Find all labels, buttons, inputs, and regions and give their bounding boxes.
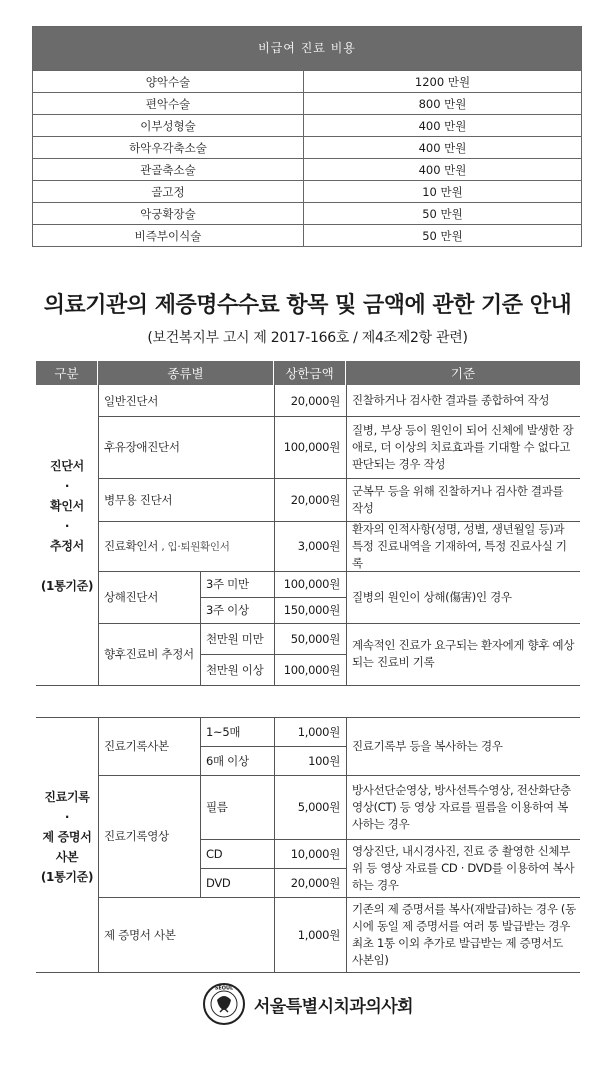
page-title: 의료기관의 제증명수수료 항목 및 금액에 관한 기준 안내 bbox=[43, 293, 572, 318]
fee-item-price: 100,000원 bbox=[283, 662, 340, 677]
fee-item-name: 상해진단서 bbox=[104, 590, 159, 604]
procedure-price: 1200 만원 bbox=[414, 74, 471, 89]
fee-item-price: 3,000원 bbox=[297, 539, 340, 553]
fee-item-subtype: 3주 이상 bbox=[206, 603, 249, 617]
table-row bbox=[33, 114, 581, 136]
procedure-name: 비즉부이식술 bbox=[33, 225, 304, 246]
group-label-record-copies: 진료기록 · 제 증명서 사본 (1통기준) bbox=[40, 790, 94, 884]
procedure-name: 악궁확장술 bbox=[33, 203, 304, 224]
fee-item-price: 100,000원 bbox=[283, 440, 340, 454]
fee-item-name: 후유장애진단서 bbox=[104, 440, 180, 454]
fee-item-price: 100원 bbox=[308, 753, 340, 768]
record-copy-fee-table bbox=[36, 717, 580, 972]
procedure-price: 50 만원 bbox=[422, 206, 463, 221]
svg-text:SEOUL: SEOUL bbox=[214, 985, 234, 992]
fee-item-price: 150,000원 bbox=[283, 603, 340, 617]
group-label-certificates: 진단서 · 확인서 · 추정서 (1통기준) bbox=[40, 459, 94, 593]
header-category: 구분 bbox=[36, 361, 98, 385]
fee-item-price: 20,000원 bbox=[290, 492, 340, 507]
procedure-price: 400 만원 bbox=[418, 162, 467, 177]
fee-item-subtype: CD bbox=[206, 846, 223, 861]
fee-item-criteria: 질병, 부상 등이 원인이 되어 신체에 발생한 장애로, 더 이상의 치료효과를 기대할 수 없다고 판단되는 경우 작성 bbox=[352, 422, 574, 471]
fee-item-name: 진료기록영상 bbox=[104, 829, 169, 843]
seoul-dental-association-logo-icon bbox=[202, 982, 246, 1026]
procedure-price: 400 만원 bbox=[418, 140, 467, 155]
procedure-name: 관골축소술 bbox=[33, 159, 304, 180]
fee-item-name: 진료기록사본 bbox=[104, 739, 169, 753]
fee-item-price: 50,000원 bbox=[290, 631, 340, 646]
fee-item-subtype: DVD bbox=[206, 875, 231, 890]
fee-item-price: 20,000원 bbox=[290, 875, 340, 890]
header-type: 종류별 bbox=[98, 361, 274, 385]
fee-item-price: 5,000원 bbox=[297, 800, 340, 814]
fee-item-criteria: 진찰하거나 검사한 결과를 종합하여 작성 bbox=[352, 393, 550, 407]
fee-item-subtype: 1~5매 bbox=[206, 724, 241, 739]
fee-item-name: 진료확인서 , 입·퇴원확인서 bbox=[104, 539, 230, 553]
noncovered-fee-header: 비급여 진료 비용 bbox=[33, 27, 581, 70]
procedure-price: 400 만원 bbox=[418, 118, 467, 133]
table-row bbox=[33, 224, 581, 246]
header-criteria: 기준 bbox=[346, 361, 580, 385]
fee-item-criteria: 환자의 인적사항(성명, 성별, 생년월일 등)과 특정 진료내역을 기재하여, 특정 진료사실 기록 bbox=[352, 521, 567, 570]
table-row bbox=[33, 136, 581, 158]
fee-item-criteria: 진료기록부 등을 복사하는 경우 bbox=[352, 738, 503, 753]
procedure-price: 50 만원 bbox=[422, 228, 463, 243]
fee-item-subtype: 천만원 이상 bbox=[206, 662, 264, 677]
organization-name: 서울특별시치과의사회 bbox=[253, 996, 414, 1017]
procedure-price: 800 만원 bbox=[418, 96, 467, 111]
fee-item-criteria: 질병의 원인이 상해(傷害)인 경우 bbox=[352, 589, 512, 604]
fee-item-criteria: 방사선단순영상, 방사선특수영상, 전산화단층영상(CT) 등 영상 자료를 필름을 이용하여 복사하는 경우 bbox=[352, 782, 571, 831]
fee-item-name: 병무용 진단서 bbox=[104, 492, 173, 507]
fee-item-criteria: 영상진단, 내시경사진, 진료 중 촬영한 신체부위 등 영상 자료를 CD · DVD를 이용하여 복사하는 경우 bbox=[352, 843, 575, 892]
page-subtitle: (보건복지부 고시 제 2017-166호 / 제4조제2항 관련) bbox=[147, 330, 468, 346]
fee-item-subtype: 천만원 미만 bbox=[206, 631, 264, 646]
procedure-price: 10 만원 bbox=[422, 184, 463, 199]
certificate-fee-table bbox=[36, 361, 580, 685]
fee-item-subtype: 필름 bbox=[206, 800, 228, 814]
fee-item-price: 100,000원 bbox=[283, 577, 340, 591]
fee-item-criteria: 군복무 등을 위해 진찰하거나 검사한 결과를 작성 bbox=[352, 483, 564, 515]
fee-item-subtype: 3주 미만 bbox=[206, 577, 249, 591]
fee-item-name: 향후진료비 추정서 bbox=[104, 647, 194, 661]
fee-item-subtype: 6매 이상 bbox=[206, 753, 249, 768]
table-row bbox=[33, 202, 581, 224]
table-header-row bbox=[36, 361, 580, 385]
fee-item-criteria: 기존의 제 증명서를 복사(재발급)하는 경우 (동시에 동일 제 증명서를 여러 통 발급받는 경우 최초 1통 이외 추가로 발급받는 제 증명서도 사본임) bbox=[352, 901, 576, 967]
fee-item-price: 1,000원 bbox=[297, 927, 340, 942]
fee-item-name: 제 증명서 사본 bbox=[104, 927, 176, 942]
procedure-name: 편악수술 bbox=[33, 93, 304, 114]
procedure-name: 골고정 bbox=[33, 181, 304, 202]
procedure-name: 하악우각축소술 bbox=[33, 137, 304, 158]
fee-item-price: 10,000원 bbox=[290, 846, 340, 861]
fee-item-price: 20,000원 bbox=[290, 393, 340, 408]
fee-item-price: 1,000원 bbox=[297, 724, 340, 739]
footer bbox=[0, 984, 615, 1024]
fee-item-name: 일반진단서 bbox=[104, 393, 159, 408]
noncovered-fee-table bbox=[32, 26, 582, 247]
table-row bbox=[33, 158, 581, 180]
procedure-name: 양악수술 bbox=[33, 71, 304, 92]
table-row bbox=[33, 70, 581, 92]
header-max-fee: 상한금액 bbox=[274, 361, 346, 385]
procedure-name: 이부성형술 bbox=[33, 115, 304, 136]
fee-item-criteria: 계속적인 진료가 요구되는 환자에게 향후 예상되는 진료비 기록 bbox=[352, 638, 575, 669]
table-row bbox=[33, 180, 581, 202]
table-row bbox=[33, 92, 581, 114]
